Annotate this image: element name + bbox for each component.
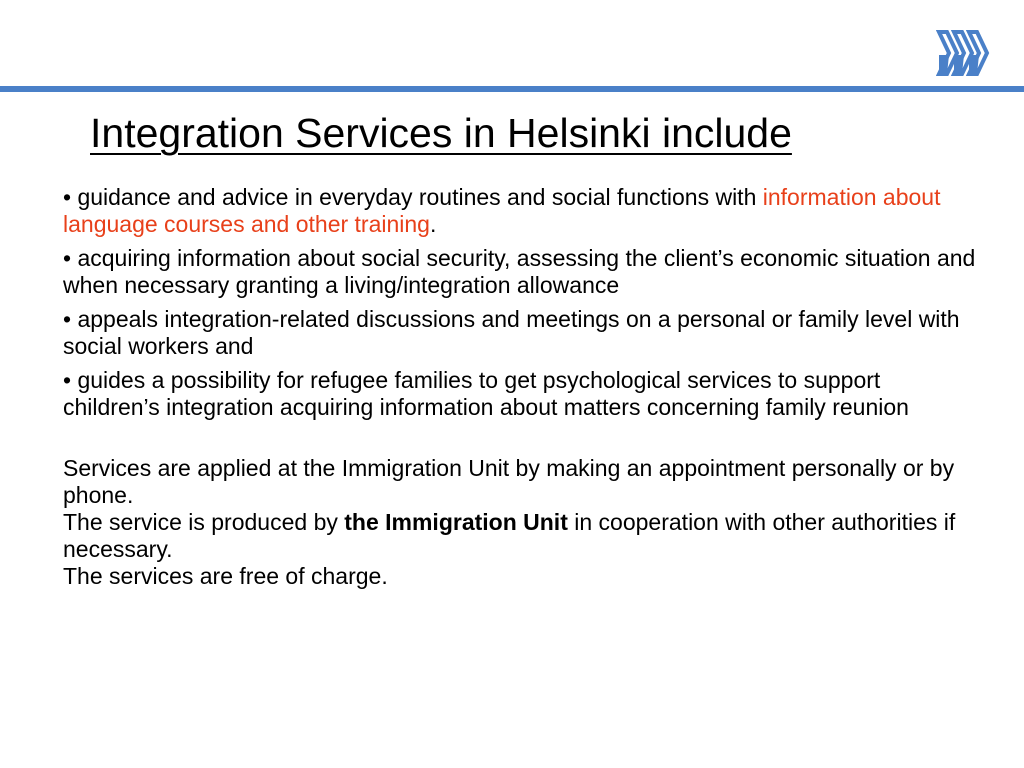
closing-line-application: Services are applied at the Immigration Unit by making an appointment personally or by phone. xyxy=(63,455,955,508)
immigration-unit-name: the Immigration Unit xyxy=(344,509,568,535)
triple-chevron-logo-icon xyxy=(936,28,990,78)
highlighted-text: information about language courses and other training xyxy=(63,184,941,237)
closing-line-free: The services are free of charge. xyxy=(63,563,388,589)
closing-line-producer-start: The service is produced by xyxy=(63,509,345,535)
slide-body xyxy=(63,184,983,590)
bullet-item xyxy=(63,367,983,421)
bullet-tail: . xyxy=(429,211,437,237)
bullet-item xyxy=(63,245,983,299)
slide-title: Integration Services in Helsinki include xyxy=(90,110,792,156)
header-divider xyxy=(0,86,1024,92)
bullet-text: • appeals integration-related discussions and meetings on a personal or family level with social workers and xyxy=(63,306,960,359)
bullet-item xyxy=(63,306,983,360)
bullet-text: • acquiring information about social security, assessing the client’s economic situation and when necessary granting a living/integration allowance xyxy=(63,245,976,298)
closing-notes xyxy=(63,455,983,590)
closing-line-producer-end: in cooperation with other authorities if necessary. xyxy=(63,509,956,562)
bullet-text: • guides a possibility for refugee families to get psychological services to support children’s integration acquiring information about matters concerning family reunion xyxy=(63,367,909,420)
bullet-item xyxy=(63,184,983,238)
bullet-text: • guidance and advice in everyday routines and social functions with xyxy=(63,184,763,210)
closing-line-producer xyxy=(63,509,983,563)
